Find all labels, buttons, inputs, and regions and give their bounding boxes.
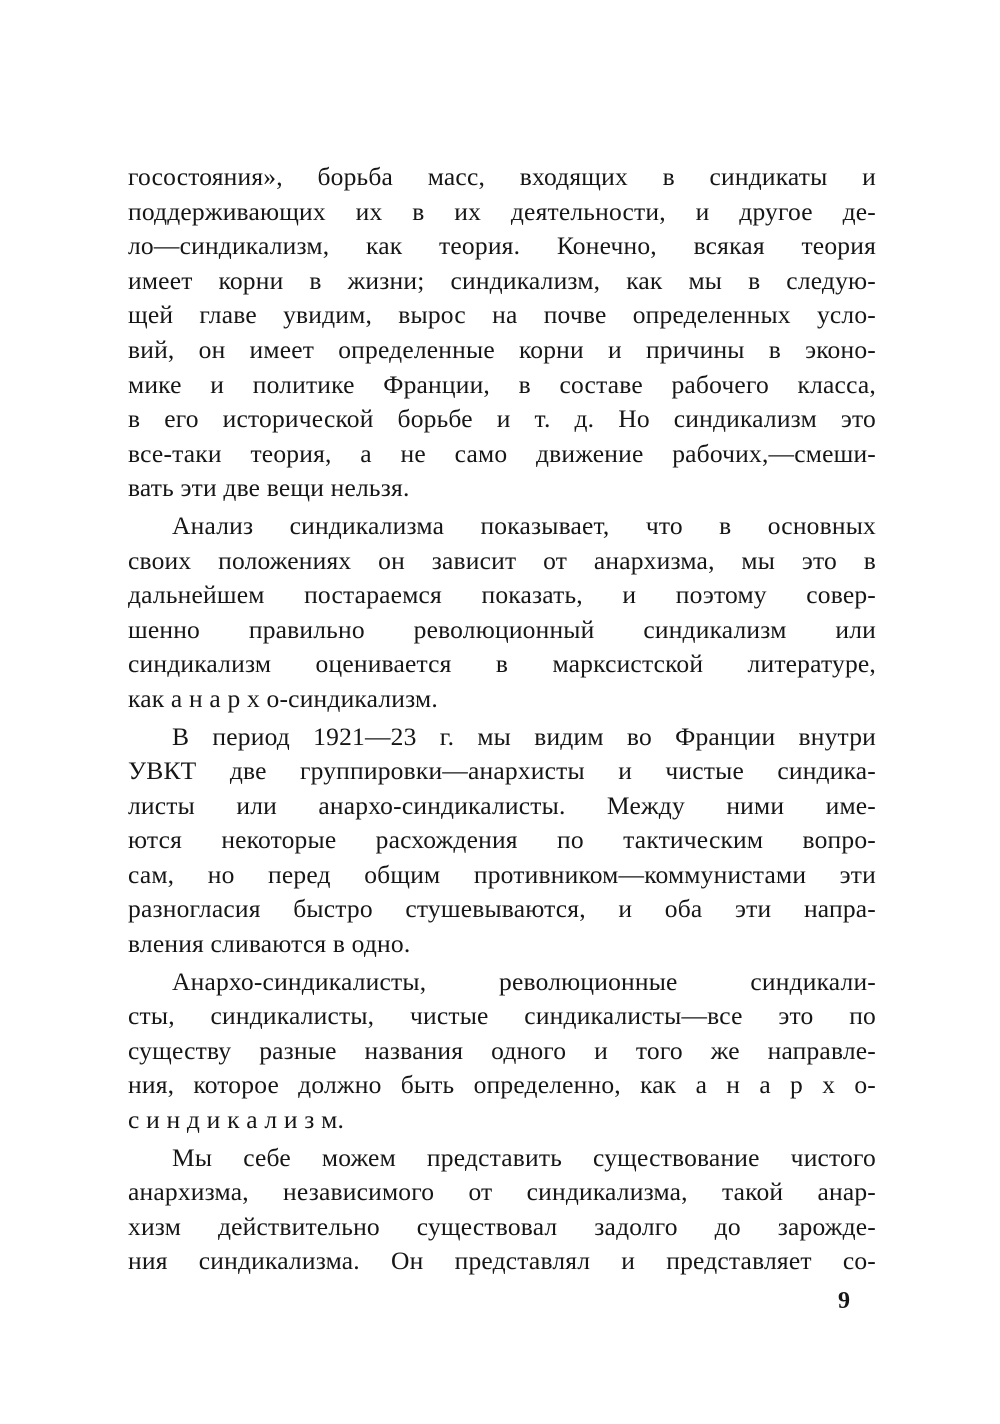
paragraph-1 [128,160,876,506]
text-line: в его исторической борьбе и т. д. Но синдикализм это [128,404,876,434]
text-line: Мы себе можем представить существование чистого [172,1142,876,1172]
page-number: 9 [838,1288,850,1314]
text-line: УВКТ две группировки—анархисты и чистые синдика- [128,756,876,786]
text-line: вать эти две вещи нельзя. [128,473,410,503]
text-line: как а н а р х о-синдикализм. [128,683,438,713]
text-line: Анархо-синдикалисты, революционные синдикали- [172,966,876,996]
text-line: ния синдикализма. Он представлял и представляет со- [128,1246,876,1276]
text-line: вления сливаются в одно. [128,929,411,959]
text-line: ло—синдикализм, как теория. Конечно, всякая теория [128,231,876,261]
paragraph-4 [128,965,876,1138]
text-line: госостояния», борьба масс, входящих в синдикаты и [128,162,876,191]
text-line: щей главе увидим, вырос на почве определенных усло- [128,300,876,330]
body-text [128,160,876,1282]
text-line: с и н д и к а л и з м. [128,1105,345,1135]
text-line: имеет корни в жизни; синдикализм, как мы в следую- [128,265,876,295]
text-line: все-таки теория, а не само движение рабочих,—смеши- [128,438,876,468]
text-line: Анализ синдикализма показывает, что в основных [172,510,876,540]
text-line: В период 1921—23 г. мы видим во Франции внутри [172,721,876,751]
text-line: дальнейшем постараемся показать, и поэтому совер- [128,580,876,610]
text-line: синдикализм оценивается в марксистской литературе, [128,649,876,679]
text-line: вий, он имеет определенные корни и причины в эконо- [128,334,876,364]
text-line: существу разные названия одного и того же направле- [128,1035,876,1065]
text-line: ются некоторые расхождения по тактическим вопро- [128,825,876,855]
text-line: ния, которое должно быть определенно, как а н а р х о- [128,1070,876,1100]
text-line: мике и политике Франции, в составе рабочего класса, [128,369,876,399]
text-line: шенно правильно революционный синдикализм или [128,614,876,644]
paragraph-2 [128,509,876,717]
text-line: сты, синдикалисты, чистые синдикалисты—все это по [128,1001,876,1031]
text-line: разногласия быстро стушевываются, и оба эти напра- [128,894,876,924]
text-line: своих положениях он зависит от анархизма, мы это в [128,545,876,575]
text-line: листы или анархо-синдикалисты. Между ними име- [128,790,876,820]
text-line: анархизма, независимого от синдикализма, такой анар- [128,1177,876,1207]
text-line: сам, но перед общим противником—коммунистами эти [128,859,876,889]
text-line: хизм действительно существовал задолго до зарожде- [128,1211,876,1241]
text-line: поддерживающих их в их деятельности, и другое де- [128,196,876,226]
paragraph-5 [128,1141,876,1279]
paragraph-3 [128,720,876,962]
